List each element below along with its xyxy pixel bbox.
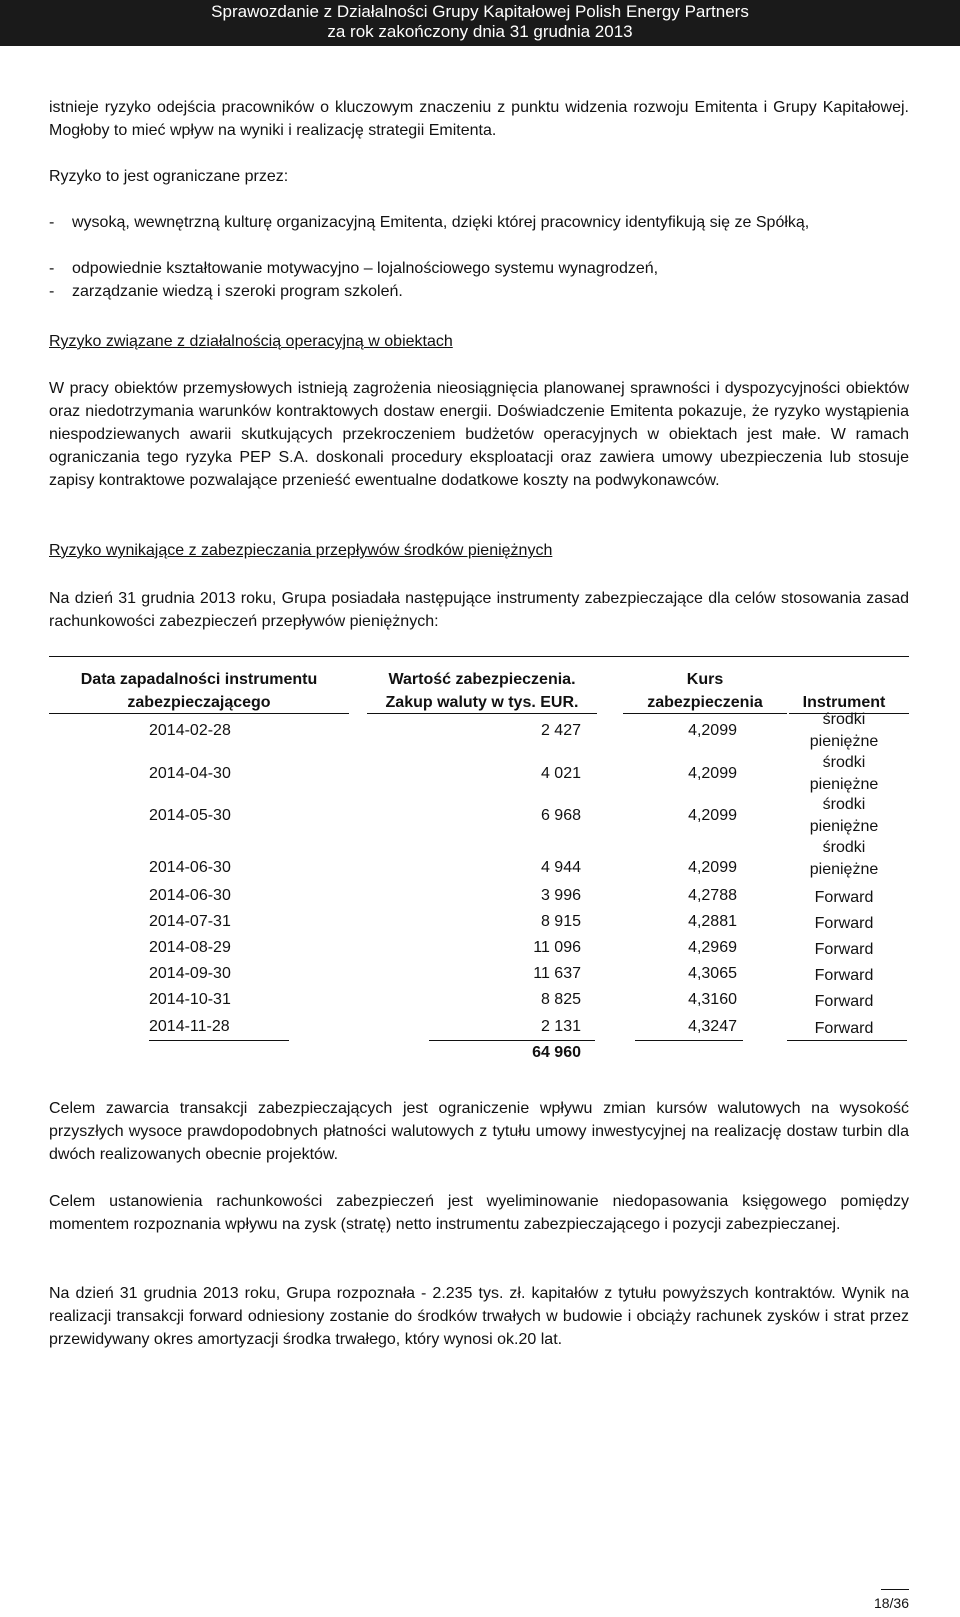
cell-maturity-date: 2014-06-30	[149, 887, 231, 904]
cell-instrument: środki pieniężne	[809, 711, 879, 750]
header-title: Sprawozdanie z Działalności Grupy Kapitałowej Polish Energy Partners	[211, 2, 749, 21]
cell-maturity-date: 2014-02-28	[149, 722, 231, 739]
table-row	[49, 887, 909, 911]
bullet-dash: -	[49, 260, 55, 277]
cell-hedge-rate: 4,2969	[688, 939, 737, 956]
paragraph-hedge-purpose: Celem zawarcia transakcji zabezpieczających jest ograniczenie wpływu zmian kursów walutowych na wysokość przyszłych wysoce prawdopodobnych płatności walutowych z tytułu umowy inwestycyjnej na realizację dostaw turbin dla dwóch realizowanych obecnie projektów.	[49, 1100, 909, 1163]
table-row	[49, 991, 909, 1015]
cell-hedge-value: 11 096	[533, 939, 581, 956]
cell-instrument: środki pieniężne	[809, 796, 879, 835]
section-text-operations: W pracy obiektów przemysłowych istnieją zagrożenia nieosiągnięcia planowanej sprawności i dyspozycyjności obiektów oraz niedotrzymania warunków kontraktowych dostaw energii. Doświadczenie Emitenta pokazuje, że ryzyko wystąpienia niespodziewanych awarii skutkujących przekroczeniem budżetów operacyjnych w obiektach jest małe. W ramach ograniczania tego ryzyka PEP S.A. doskonali procedury eksploatacji oraz zawiera umowy ubezpieczenia lub stosuje zapisy kontraktowe pozwalające przenieść ewentualne dodatkowe koszty na podwykonawców.	[49, 380, 909, 489]
cell-hedge-value: 6 968	[540, 807, 581, 824]
header-subtitle: za rok zakończony dnia 31 grudnia 2013	[327, 22, 633, 41]
table-top-rule	[49, 656, 909, 657]
header-rule	[367, 713, 597, 714]
cell-maturity-date: 2014-05-30	[149, 807, 231, 824]
cell-maturity-date: 2014-10-31	[149, 991, 231, 1008]
risk-limited-by: Ryzyko to jest ograniczane przez:	[49, 168, 289, 185]
cell-hedge-rate: 4,2099	[688, 765, 737, 782]
cell-hedge-value: 2 131	[540, 1018, 581, 1035]
cell-instrument: Forward	[814, 915, 874, 932]
column-header-hedge-value: Wartość zabezpieczenia. Zakup waluty w tys. EUR.	[385, 671, 579, 711]
header-rule	[49, 713, 349, 714]
cell-hedge-rate: 4,3065	[688, 965, 737, 982]
table-row	[49, 796, 909, 835]
cell-instrument: Forward	[814, 1020, 874, 1037]
table-row	[49, 754, 909, 793]
cell-hedge-rate: 4,2099	[688, 859, 737, 876]
cell-hedge-value: 8 825	[540, 991, 581, 1008]
table-row	[49, 913, 909, 937]
cell-maturity-date: 2014-09-30	[149, 965, 231, 982]
document-header	[0, 0, 960, 46]
table-row	[49, 965, 909, 989]
page-number-rule	[881, 1589, 909, 1590]
cell-maturity-date: 2014-07-31	[149, 913, 231, 930]
section-text-hedging: Na dzień 31 grudnia 2013 roku, Grupa posiadała następujące instrumenty zabezpieczające dla celów stosowania zasad rachunkowości zabezpieczeń przepływów pieniężnych:	[49, 590, 909, 630]
cell-instrument: środki pieniężne	[809, 839, 879, 878]
cell-hedge-value: 4 021	[540, 765, 581, 782]
cell-hedge-rate: 4,2788	[688, 887, 737, 904]
column-header-maturity-date: Data zapadalności instrumentu zabezpieczającego	[80, 671, 318, 711]
bullet-text: odpowiednie kształtowanie motywacyjno – lojalnościowego systemu wynagrodzeń,	[72, 260, 659, 277]
cell-hedge-value: 11 637	[533, 965, 581, 982]
cell-hedge-rate: 4,2881	[688, 913, 737, 930]
cell-instrument: Forward	[814, 967, 874, 984]
column-header-instrument: Instrument	[802, 694, 886, 711]
cell-hedge-rate: 4,3160	[688, 991, 737, 1008]
cell-instrument: Forward	[814, 993, 874, 1010]
cell-maturity-date: 2014-08-29	[149, 939, 231, 956]
table-row	[49, 839, 909, 883]
table-row	[49, 939, 909, 963]
total-rule	[787, 1040, 907, 1041]
cell-instrument: środki pieniężne	[809, 754, 879, 793]
bullet-text: zarządzanie wiedzą i szeroki program szkoleń.	[72, 283, 403, 300]
cell-hedge-rate: 4,2099	[688, 722, 737, 739]
cell-maturity-date: 2014-11-28	[149, 1018, 230, 1035]
paragraph-hedge-accounting: Celem ustanowienia rachunkowości zabezpieczeń jest wyeliminowanie niedopasowania księgowego pomiędzy momentem rozpoznania wpływu na zysk (stratę) netto instrumentu zabezpieczającego i pozycji zabezpieczanej.	[49, 1193, 909, 1233]
bullet-text: wysoką, wewnętrzną kulturę organizacyjną Emitenta, dzięki której pracownicy identyfikują się ze Spółką,	[72, 214, 810, 231]
cell-hedge-rate: 4,2099	[688, 807, 737, 824]
table-row	[49, 711, 909, 750]
cell-hedge-rate: 4,3247	[688, 1018, 737, 1035]
paragraph-recognised-capital: Na dzień 31 grudnia 2013 roku, Grupa rozpoznała - 2.235 tys. zł. kapitałów z tytułu powyższych kontraktów. Wynik na realizacji transakcji forward odniesiony zostanie do środków trwałych w budowie i obciąży rachunek zysków i strat przez przewidywany okres amortyzacji środka trwałego, który wynosi ok.20 lat.	[49, 1285, 909, 1348]
cell-hedge-value: 2 427	[540, 722, 581, 739]
cell-hedge-value: 3 996	[540, 887, 581, 904]
total-rule	[635, 1040, 743, 1041]
cell-hedge-value: 4 944	[540, 859, 581, 876]
bullet-dash: -	[49, 214, 55, 231]
cell-hedge-value: 8 915	[540, 913, 581, 930]
total-rule	[149, 1040, 289, 1041]
cell-maturity-date: 2014-06-30	[149, 859, 231, 876]
cell-instrument: Forward	[814, 889, 874, 906]
column-header-hedge-rate: Kurs zabezpieczenia	[647, 671, 763, 711]
total-rule	[429, 1040, 595, 1041]
bullet-dash: -	[49, 283, 55, 300]
table-total-value: 64 960	[532, 1044, 581, 1061]
cell-instrument: Forward	[814, 941, 874, 958]
cell-maturity-date: 2014-04-30	[149, 765, 231, 782]
intro-paragraph: istnieje ryzyko odejścia pracowników o kluczowym znaczeniu z punktu widzenia rozwoju Emitenta i Grupy Kapitałowej. Mogłoby to mieć wpływ na wyniki i realizację strategii Emitenta.	[49, 99, 909, 139]
section-heading-hedging: Ryzyko wynikające z zabezpieczania przepływów środków pieniężnych	[49, 542, 553, 559]
page-number: 18/36	[873, 1595, 909, 1611]
table-row	[49, 1018, 909, 1042]
header-rule	[623, 713, 787, 714]
section-heading-operations: Ryzyko związane z działalnością operacyjną w obiektach	[49, 333, 453, 350]
